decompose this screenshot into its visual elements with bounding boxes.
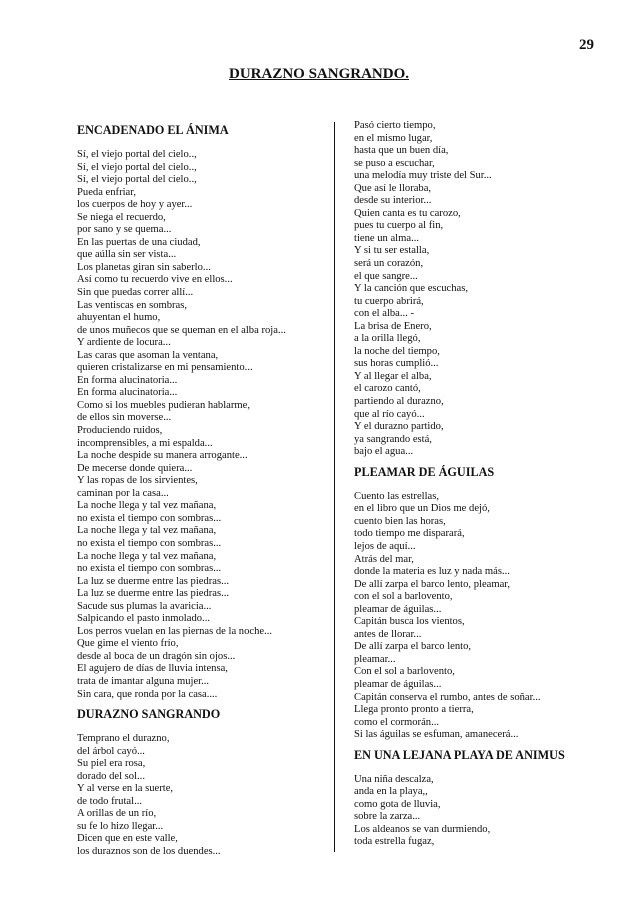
- poem-line: su fe lo hizo llegar...: [77, 820, 164, 832]
- poem-line: toda estrella fugaz,: [354, 836, 435, 848]
- poem-line: La brisa de Enero,: [354, 320, 432, 332]
- poem-line: La noche llega y tal vez mañana,: [77, 550, 217, 562]
- poem-line: ahuyentan el humo,: [77, 312, 161, 324]
- poem-line: del árbol cayó...: [77, 745, 145, 757]
- poem-line: no exista el tiempo con sombras...: [77, 537, 222, 549]
- poem-line: Los planetas giran sin saberlo...: [77, 261, 211, 273]
- poem-line: La luz se duerme entre las piedras...: [77, 575, 230, 587]
- poem-line: como gota de lluvia,: [354, 798, 441, 810]
- poem-line: Cuento las estrellas,: [354, 490, 440, 502]
- poem-title: PLEAMAR DE ÁGUILAS: [354, 464, 495, 479]
- poem-line: que aúlla sin ser vista...: [77, 249, 177, 261]
- poem-line: quieren cristalizarse en mi pensamiento...: [77, 362, 253, 374]
- poem-line: Los perros vuelan en las piernas de la noche...: [77, 625, 273, 637]
- poem-line: Que gime el viento frío,: [77, 638, 179, 650]
- poem-line: por sano y se quema...: [77, 224, 172, 236]
- poem-line: Que así le lloraba,: [354, 182, 432, 194]
- poem-title: EN UNA LEJANA PLAYA DE ANIMUS: [354, 747, 565, 762]
- poem-line: pues tu cuerpo al fin,: [354, 220, 444, 232]
- poem-line: una melodía muy triste del Sur...: [354, 170, 492, 182]
- poem-line: La luz se duerme entre las piedras...: [77, 588, 230, 600]
- page-number: 29: [579, 37, 594, 53]
- poem-line: Quien canta es tu carozo,: [354, 207, 461, 219]
- poem-line: Capitán busca los vientos,: [354, 616, 465, 628]
- poem-line: Así como tu recuerdo vive en ellos...: [77, 274, 233, 286]
- poem-line: hasta que un buen día,: [354, 145, 449, 157]
- poem-line: tu cuerpo abrirá,: [354, 295, 424, 307]
- poem-line: desde su interior...: [354, 195, 432, 207]
- poem-line: Si las águilas se esfuman, amanecerá...: [354, 729, 519, 741]
- poem-line: Su piel era rosa,: [77, 758, 146, 770]
- poem-line: todo tiempo me disparará,: [354, 528, 465, 540]
- poem-title: ENCADENADO EL ÁNIMA: [77, 123, 229, 137]
- poem-line: los cuerpos de hoy y ayer...: [77, 199, 193, 211]
- poem-line: pleamar de águilas...: [354, 603, 442, 615]
- poem-line: desde al boca de un dragón sin ojos...: [77, 650, 236, 662]
- poem-line: cuento bien las horas,: [354, 515, 446, 527]
- poem-line: en el libro que un Dios me dejó,: [354, 503, 490, 515]
- poem-line: Temprano el durazno,: [77, 733, 170, 745]
- poem-line: pleamar...: [354, 653, 396, 665]
- poem-line: La noche despide su manera arrogante...: [77, 450, 248, 462]
- poem-title: DURAZNO SANGRANDO: [77, 707, 221, 722]
- poem-line: que al río cayó...: [354, 408, 425, 420]
- poem-line: De allí zarpa el barco lento, pleamar,: [354, 578, 511, 590]
- poem-line: Y si tu ser estalla,: [354, 245, 430, 257]
- poem-line: trata de imantar alguna mujer...: [77, 675, 210, 687]
- poem-line: pleamar de águilas...: [354, 678, 442, 690]
- poem-line: Y ardiente de locura...: [77, 337, 171, 349]
- poem-line: con el sol a barlovento,: [354, 591, 453, 603]
- poem-line: en el mismo lugar,: [354, 132, 433, 144]
- poem-line: Sí, el viejo portal del cielo..,: [77, 149, 197, 160]
- poem-line: Y el durazno partido,: [354, 421, 444, 433]
- poem-line: En forma alucinatoria...: [77, 374, 178, 386]
- poem-line: donde la materia es luz y nada más...: [354, 566, 510, 578]
- poem-line: La noche llega y tal vez mañana,: [77, 525, 217, 537]
- poem-line: Como si los muebles pudieran hablarme,: [77, 399, 250, 411]
- poem-line: Se niega el recuerdo,: [77, 211, 166, 223]
- right-column: [354, 120, 594, 849]
- poem-line: Y al llegar el alba,: [354, 370, 432, 382]
- poem-line: la noche del tiempo,: [354, 345, 440, 357]
- poem-line: anda en la playa,,: [354, 786, 428, 798]
- book-title: DURAZNO SANGRANDO.: [228, 66, 409, 82]
- poem-line: como el cormorán...: [354, 716, 440, 728]
- poem-line: Y las ropas de los sirvientes,: [77, 475, 198, 487]
- poem-line: Llega pronto pronto a tierra,: [354, 704, 474, 716]
- poem-line: el carozo cantó,: [354, 383, 421, 395]
- poem-line: bajo el agua...: [354, 446, 414, 458]
- poem-line: Y al verse en la suerte,: [77, 783, 174, 795]
- poem-line: Una niña descalza,: [354, 773, 434, 785]
- poem-line: ya sangrando está,: [354, 433, 432, 445]
- poem-line: los duraznos son de los duendes...: [77, 845, 221, 857]
- poem-line: En forma alucinatoria...: [77, 387, 178, 399]
- poem-line: La noche llega y tal vez mañana,: [77, 500, 217, 512]
- poem-line: Los aldeanos se van durmiendo,: [354, 823, 491, 835]
- poem-line: se puso a escuchar,: [354, 157, 435, 169]
- poem-line: Con el sol a barlovento,: [354, 666, 455, 678]
- poem-line: no exista el tiempo con sombras...: [77, 512, 222, 524]
- poem-line: de todo frutal...: [77, 795, 143, 807]
- poem-line: Sin cara, que ronda por la casa....: [77, 688, 218, 700]
- poem-line: Sin que puedas correr allí...: [77, 287, 194, 299]
- poem-line: Atrás del mar,: [354, 553, 414, 565]
- poem-line: será un corazón,: [354, 258, 424, 270]
- poem-line: tiene un alma...: [354, 232, 420, 244]
- poem-line: lejos de aquí...: [354, 540, 416, 552]
- poem-line: con el alba... -: [354, 308, 415, 320]
- poem-line: de unos muñecos que se queman en el alba roja...: [77, 324, 286, 336]
- poem-line: De allí zarpa el barco lento,: [354, 641, 472, 653]
- poem-line: En las puertas de una ciudad,: [77, 236, 201, 248]
- poem-line: Las ventiscas en sombras,: [77, 299, 188, 311]
- poem-line: de ellos sin moverse...: [77, 412, 172, 424]
- poem-line: Sí, el viejo portal del cielo..,: [77, 161, 197, 173]
- poem-line: Las caras que asoman la ventana,: [77, 349, 219, 361]
- poem-line: caminan por la casa...: [77, 487, 169, 499]
- poem-line: Dicen que en este valle,: [77, 833, 178, 845]
- poem-line: Sí, el viejo portal del cielo..,: [77, 174, 197, 186]
- poem-line: Sacude sus plumas la avaricia...: [77, 600, 212, 612]
- column-divider: [334, 122, 335, 852]
- poem-line: sus horas cumplió...: [354, 358, 439, 370]
- poem-line: Pasó cierto tiempo,: [354, 120, 436, 131]
- poem-line: dorado del sol...: [77, 770, 145, 782]
- poem-line: sobre la zarza...: [354, 811, 421, 823]
- poem-line: el que sangre...: [354, 270, 418, 282]
- poem-line: A orillas de un río,: [77, 808, 157, 820]
- poem-line: De mecerse donde quiera...: [77, 462, 193, 474]
- poem-line: no exista el tiempo con sombras...: [77, 563, 222, 575]
- poem-line: a la orilla llegó,: [354, 333, 421, 345]
- poem-line: El agujero de días de lluvia intensa,: [77, 663, 228, 675]
- poem-line: Pueda enfriar,: [77, 186, 136, 198]
- poem-line: Y la canción que escuchas,: [354, 283, 469, 295]
- poem-line: incomprensibles, a mi espalda...: [77, 437, 213, 449]
- poem-line: antes de llorar...: [354, 628, 422, 640]
- left-column: [77, 120, 322, 859]
- poem-line: Salpicando el pasto inmolado...: [77, 613, 210, 625]
- poem-line: partiendo al durazno,: [354, 396, 444, 408]
- poem-line: Capitán conserva el rumbo, antes de soñar...: [354, 691, 541, 703]
- poem-line: Produciendo ruidos,: [77, 425, 163, 437]
